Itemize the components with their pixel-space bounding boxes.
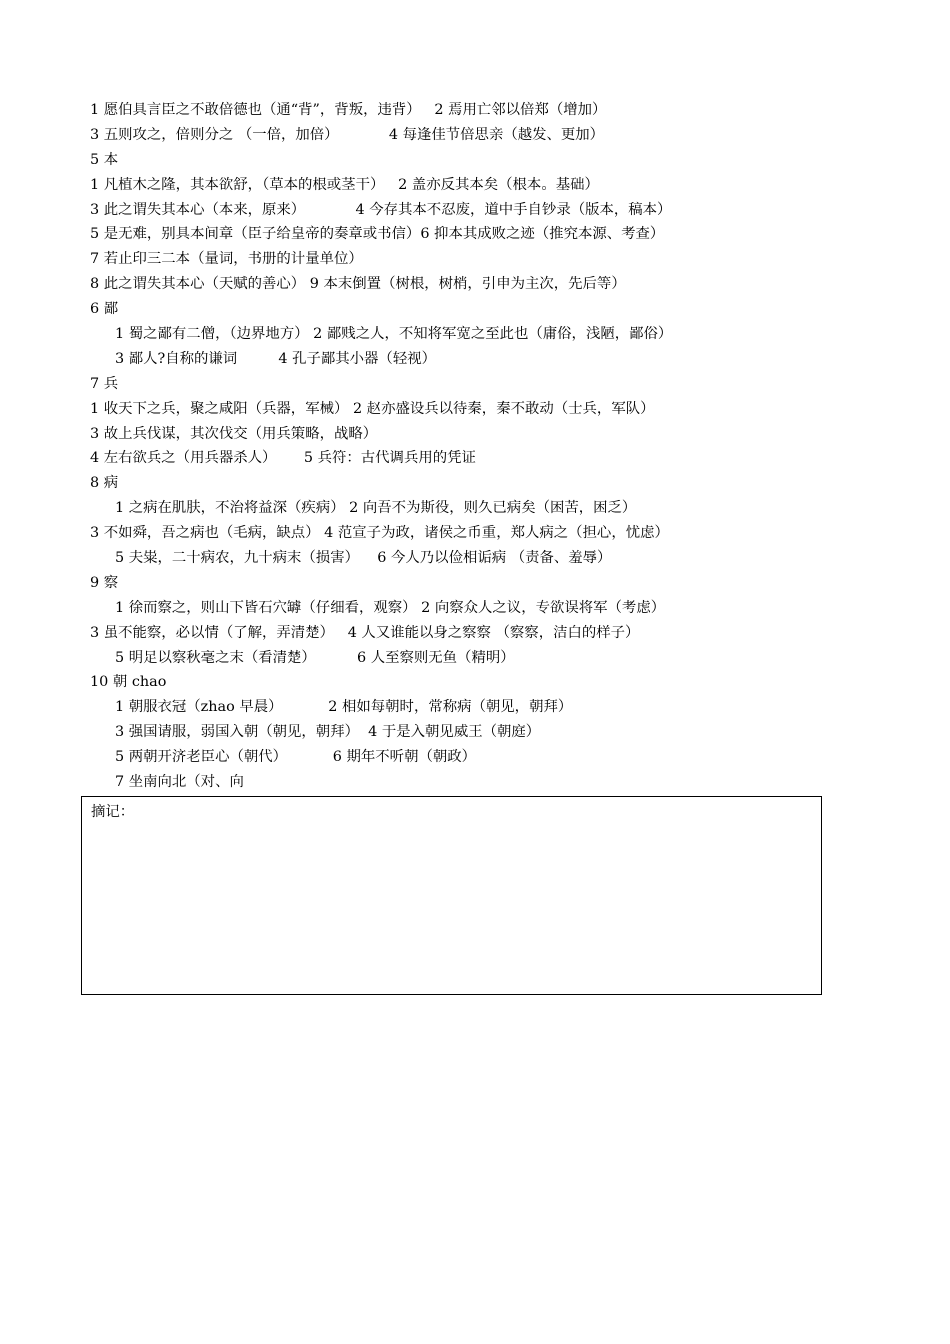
text-line: 3 不如舜，吾之病也（毛病，缺点） 4 范宣子为政，诸侯之币重，郑人病之（担心，忧虑） xyxy=(90,525,669,542)
text-line: 3 故上兵伐谋，其次伐交（用兵策略，战略） xyxy=(90,425,378,442)
text-line: 4 左右欲兵之（用兵器杀人） 5 兵符：古代调兵用的凭证 xyxy=(90,450,476,467)
entry-heading: 8 病 xyxy=(90,475,119,492)
text-line: 1 愿伯具言臣之不敢倍德也（通“背”，背叛，违背） 2 焉用亡邻以倍郑（增加） xyxy=(90,102,607,118)
text-line: 5 夫粜，二十病农，九十病末（损害） 6 今人乃以俭相诟病 （责备、羞辱） xyxy=(115,550,612,567)
text-line: 1 收天下之兵，聚之咸阳（兵器，军械） 2 赵亦盛设兵以待秦，秦不敢动（士兵，军队） xyxy=(90,400,655,417)
text-line: 5 是无难，别具本间章（臣子给皇帝的奏章或书信）6 抑本其成败之迹（推究本源、考查） xyxy=(90,226,665,243)
notes-label: 摘记： xyxy=(91,804,135,820)
text-line: 3 鄙人?自称的谦词 4 孔子鄙其小器（轻视） xyxy=(115,350,436,367)
text-line: 5 两朝开济老臣心（朝代） 6 期年不听朝（朝政） xyxy=(115,749,477,766)
text-line: 1 凡植木之隆，其本欲舒，（草本的根或茎干） 2 盖亦反其本矣（根本。基础） xyxy=(90,176,599,193)
text-line: 5 明足以察秋毫之末（看清楚） 6 人至察则无鱼（精明） xyxy=(115,649,515,666)
entry-heading: 9 察 xyxy=(90,574,119,591)
text-line: 7 若止印三二本（量词，书册的计量单位） xyxy=(90,251,363,268)
text-line: 8 此之谓失其本心（天赋的善心） 9 本末倒置（树根，树梢，引申为主次，先后等） xyxy=(90,276,626,293)
notes-box xyxy=(81,796,822,995)
text-line: 1 徐而察之，则山下皆石穴罅（仔细看，观察） 2 向察众人之议，专欲误将军（考虑） xyxy=(115,599,666,616)
text-line: 1 朝服衣冠（zhao 早晨） 2 相如每朝时，常称病（朝见，朝拜） xyxy=(115,699,573,716)
entry-heading: 5 本 xyxy=(90,151,119,168)
text-line: 1 之病在肌肤，不治将益深（疾病） 2 向吾不为斯役，则久已病矣（困苦，困乏） xyxy=(115,500,637,517)
text-line: 3 虽不能察，必以情（了解，弄清楚） 4 人又谁能以身之察察 （察察，洁白的样子） xyxy=(90,624,640,641)
text-line: 1 蜀之鄙有二僧，（边界地方） 2 鄙贱之人，不知将军宽之至此也（庸俗，浅陋，鄙俗） xyxy=(115,326,673,343)
text-line: 3 此之谓失其本心（本来，原来） 4 今存其本不忍废，道中手自钞录（版本，稿本） xyxy=(90,201,672,218)
text-line: 7 坐南向北（对、向 xyxy=(115,774,244,791)
entry-heading: 10 朝 chao xyxy=(90,674,167,691)
vocabulary-list xyxy=(90,98,850,795)
text-line: 3 强国请服，弱国入朝（朝见，朝拜） 4 于是入朝见威王（朝庭） xyxy=(115,724,541,741)
entry-heading: 6 鄙 xyxy=(90,301,119,318)
entry-heading: 7 兵 xyxy=(90,375,119,392)
text-line: 3 五则攻之，倍则分之 （一倍，加倍） 4 每逢佳节倍思亲（越发、更加） xyxy=(90,126,605,143)
